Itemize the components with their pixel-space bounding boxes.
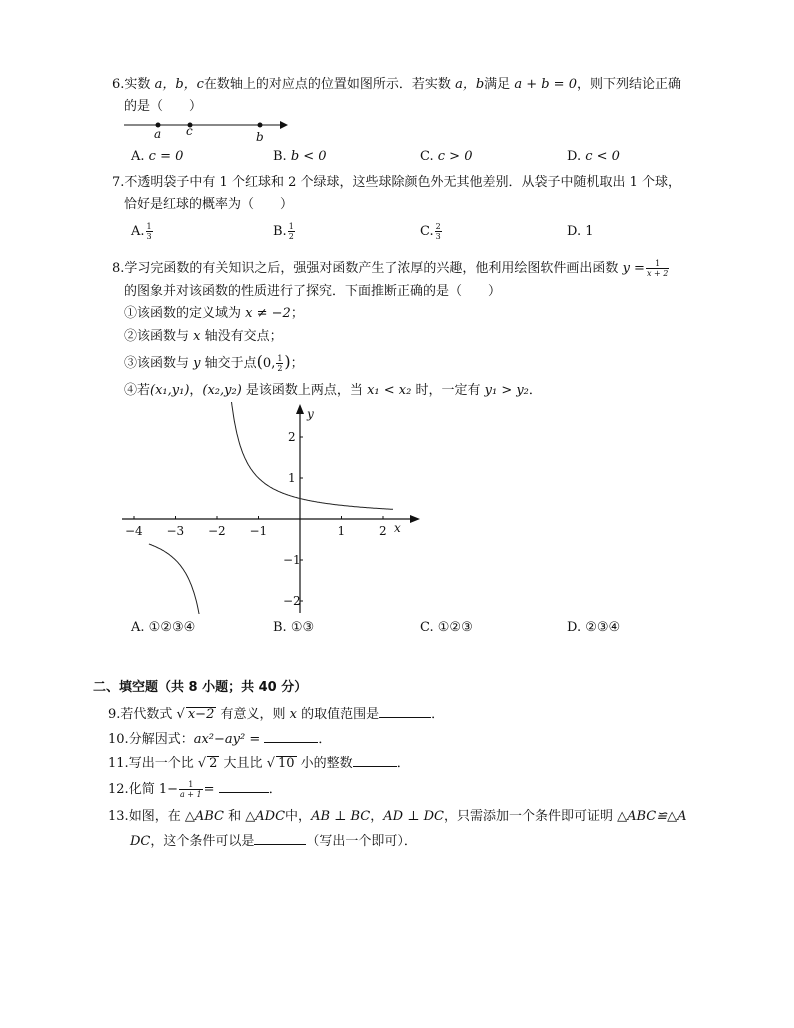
y-axis-arrow — [296, 404, 304, 414]
y-tick-label: 1 — [288, 471, 296, 485]
q7-line1: 7.不透明袋子中有 1 个红球和 2 个绿球，这些球除颜色外无其他差别．从袋子中随机取出 1 个球， — [112, 175, 682, 190]
q8-statement-1: ①该函数的定义域为 x ≠ −2； — [124, 306, 304, 321]
q8-statement-3: ③该函数与 y 轴交于点(0, $\frac{1}{2}$ )； — [124, 352, 304, 373]
q8-number: 8. — [112, 261, 125, 276]
q13-number: 13. — [108, 809, 129, 824]
q8-option-c[interactable]: C. ①②③ — [420, 620, 473, 635]
q8-option-b[interactable]: B. ①③ — [273, 620, 315, 635]
q6-number-line — [120, 114, 290, 144]
q9: 9.若代数式 √ x−2 有意义，则 x 的取值范围是 ． — [108, 707, 445, 722]
label-c: c — [186, 124, 193, 138]
x-tick-label: −1 — [249, 524, 268, 538]
x-axis-label: x — [394, 521, 401, 535]
y-tick-label: −1 — [283, 553, 301, 567]
q11-answer-blank[interactable] — [353, 754, 397, 767]
q8-line2: 的图象并对该函数的性质进行了探究．下面推断正确的是（ ） — [124, 284, 502, 299]
point-b — [258, 123, 263, 128]
q8-option-d[interactable]: D. ②③④ — [567, 620, 621, 635]
q12: 12.化简 1− $\frac{1}{a + 1}$ = ． — [108, 780, 282, 799]
q10-answer-blank[interactable] — [264, 730, 318, 743]
q8-statement-2: ②该函数与 x 轴没有交点； — [124, 329, 283, 344]
q13-line1: 13.如图，在 △ABC 和 △ADC中，AB ⊥ BC，AD ⊥ DC，只需添加一个条件即可证明 △ABC≌△A — [108, 809, 687, 824]
y-axis-label: y — [307, 407, 314, 421]
q7-option-b[interactable]: B. $\frac{1}{2}$ — [273, 222, 294, 241]
q10: 10.分解因式：ax²−ay² = ． — [108, 732, 332, 747]
q11: 11.写出一个比 √ 2 大且比 √ 10 小的整数 ． — [108, 756, 410, 771]
section-title: 二、填空题（共 8 小题；共 40 分） — [93, 680, 308, 695]
q12-number: 12. — [108, 782, 129, 797]
label-a: a — [154, 127, 162, 141]
q9-answer-blank[interactable] — [379, 705, 431, 718]
q6-option-c[interactable]: C. c > 0 — [420, 149, 473, 164]
curve-left-branch — [149, 544, 200, 614]
x-tick-label: −2 — [208, 524, 226, 538]
q7-option-d[interactable]: D. 1 — [567, 224, 594, 239]
x-tick-label: 1 — [337, 524, 346, 538]
q13-answer-blank[interactable] — [254, 832, 306, 845]
q6-line2: 的是（ ） — [124, 99, 203, 114]
q6-option-d[interactable]: D. c < 0 — [567, 149, 620, 164]
q6-option-a[interactable]: A. c = 0 — [131, 149, 184, 164]
q8-option-a[interactable]: A. ①②③④ — [131, 620, 196, 635]
y-tick-label: −2 — [283, 594, 301, 608]
q7-line2: 恰好是红球的概率为（ ） — [124, 197, 294, 212]
x-axis-arrow — [410, 515, 420, 523]
y-tick-label: 2 — [288, 430, 296, 444]
q7-option-c[interactable]: C. $\frac{2}{3}$ — [420, 222, 441, 241]
q12-answer-blank[interactable] — [219, 780, 269, 793]
q6-option-b[interactable]: B. b < 0 — [273, 149, 327, 164]
label-b: b — [256, 130, 264, 144]
q10-number: 10. — [108, 732, 129, 747]
q8-line1: 8.学习完函数的有关知识之后，强强对函数产生了浓厚的兴趣，他利用绘图软件画出函数 y = $\frac{1}{x + 2}$ — [112, 259, 669, 278]
q7-option-a[interactable]: A. $\frac{1}{3}$ — [131, 222, 152, 241]
q9-number: 9. — [108, 707, 121, 722]
q8-function-graph — [118, 402, 428, 614]
q8-statement-4: ④若(x₁,y₁)，(x₂,y₂) 是该函数上两点，当 x₁ < x₂ 时，一定有 y₁ > y₂． — [124, 383, 542, 398]
q6-line1: 6.实数 a，b，c在数轴上的对应点的位置如图所示．若实数 a，b满足 a + b = 0，则下列结论正确 — [112, 77, 681, 92]
q11-number: 11. — [108, 756, 129, 771]
x-tick-label: 2 — [379, 524, 387, 538]
q13-line2: DC，这个条件可以是 （写出一个即可）． — [130, 834, 417, 849]
x-tick-label: −3 — [166, 524, 185, 538]
q6-number: 6. — [112, 77, 125, 92]
x-tick-label: −4 — [125, 524, 143, 538]
q7-number: 7. — [112, 175, 125, 190]
